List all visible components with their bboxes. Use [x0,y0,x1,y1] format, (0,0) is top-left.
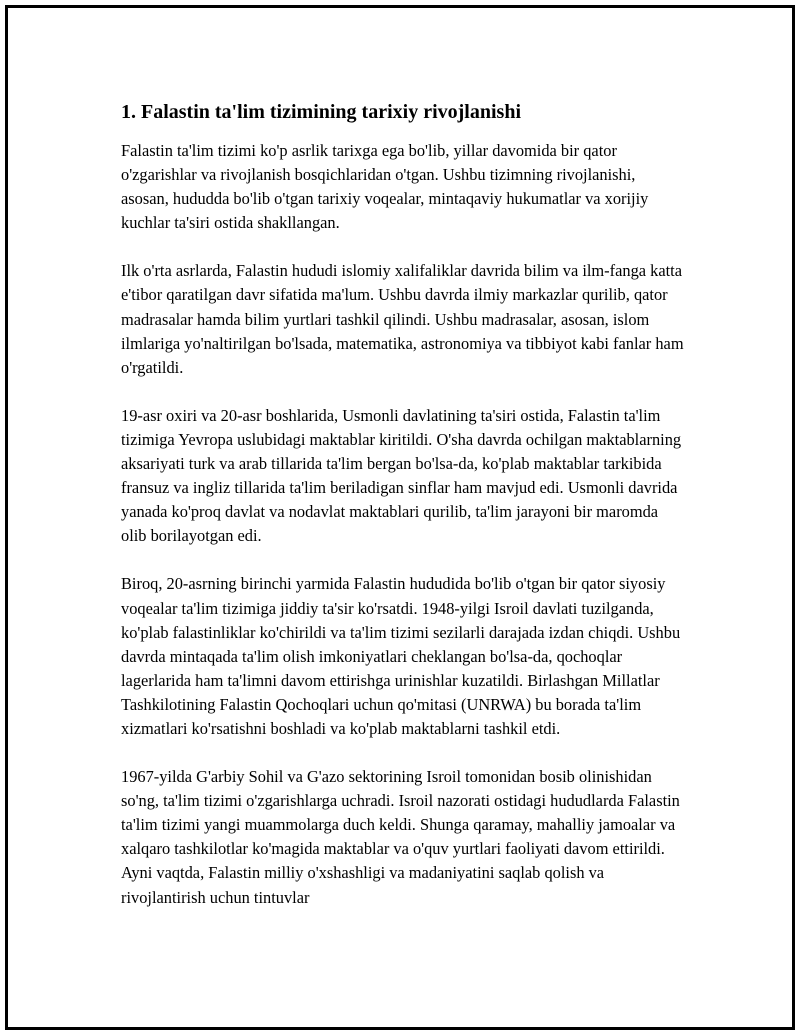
paragraph-4: Biroq, 20-asrning birinchi yarmida Falastin hududida bo'lib o'tgan bir qator siyosiy voqealar ta'lim tizimiga jiddiy ta'sir ko'rsatdi. 1948-yilgi Isroil davlati tuzilganda, ko'plab falastinliklar ko'chirildi va ta'lim tizimi sezilarli darajada izdan chiqdi. Ushbu davrda mintaqada ta'lim olish imkoniyatlari cheklangan bo'lsa-da, qochoqlar lagerlarida ham ta'limni davom ettirishga urinishlar kuzatildi. Birlashgan Millatlar Tashkilotining Falastin Qochoqlari uchun qo'mitasi (UNRWA) bu borada ta'lim xizmatlari ko'rsatishni boshladi va ko'plab maktablarni tashkil etdi. [121,574,681,738]
paragraph-1: Falastin ta'lim tizimi ko'p asrlik tarixga ega bo'lib, yillar davomida bir qator o'zgarishlar va rivojlanish bosqichlaridan o'tgan. Ushbu tizimning rivojlanishi, asosan, hududda bo'lib o'tgan tarixiy voqealar, mintaqaviy hukumatlar va xorijiy kuchlar ta'siri ostida shakllangan. [121,141,649,233]
paragraph-3: 19-asr oxiri va 20-asr boshlarida, Usmonli davlatining ta'siri ostida, Falastin ta'lim tizimiga Yevropa uslubidagi maktablar kiritildi. O'sha davrda ochilgan maktablarning aksariyati turk va arab tillarida ta'lim bergan bo'lsa-da, ko'plab maktablar tarkibida fransuz va ingliz tillarida ta'lim beriladigan sinflar ham mavjud edi. Usmonli davrida yanada ko'proq davlat va nodavlat maktablari qurilib, ta'lim jarayoni bir maromda olib borilayotgan edi. [121,405,682,546]
document-content [121,99,686,934]
document-page [5,5,795,1030]
section-heading: 1. Falastin ta'lim tizimining tarixiy rivojlanishi [121,101,521,123]
paragraph-2: Ilk o'rta asrlarda, Falastin hududi islomiy xalifaliklar davrida bilim va ilm-fanga katta e'tibor qaratilgan davr sifatida ma'lum. Ushbu davrda ilmiy markazlar qurilib, qator madrasalar hamda bilim yurtlari tashkil qilindi. Ushbu madrasalar, asosan, islom ilmlariga yo'naltirilgan bo'lsada, matematika, astronomiya va tibbiyot kabi fanlar ham o'rgatildi. [121,261,684,377]
paragraph-5: 1967-yilda G'arbiy Sohil va G'azo sektorining Isroil tomonidan bosib olinishidan so'ng, ta'lim tizimi o'zgarishlarga uchradi. Isroil nazorati ostidagi hududlarda Falastin ta'lim tizimi yangi muammolarga duch keldi. Shunga qaramay, mahalliy jamoalar va xalqaro tashkilotlar ko'magida maktablar va o'quv yurtlari faoliyati davom ettirildi. Ayni vaqtda, Falastin milliy o'xshashligi va madaniyatini saqlab qolish va rivojlantirish uchun tintuvlar [121,767,680,907]
